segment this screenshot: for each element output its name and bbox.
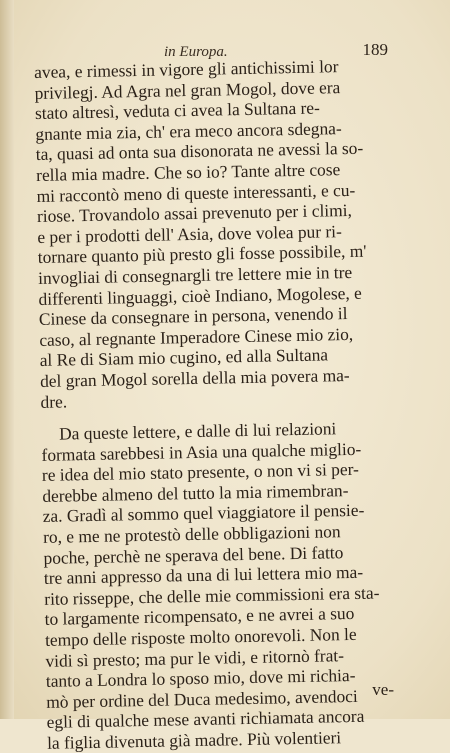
text-line: ta, quasi ad onta sua disonorata ne avessi la so- bbox=[35, 138, 364, 165]
text-line: re idea del mio stato presente, o non vi si per- bbox=[41, 459, 360, 486]
text-line: mi raccontò meno di queste interessanti, e cu- bbox=[36, 179, 356, 206]
text-line: to largamente ricompensato, e ne avrei a suo bbox=[44, 603, 355, 630]
text-line: e per i prodotti dell' Asia, dove volea pur ri- bbox=[37, 220, 342, 247]
body-text bbox=[34, 55, 419, 753]
text-line: egli di qualche mese avanti richiamata ancora bbox=[46, 706, 365, 733]
text-line: avea, e rimessi in vigore gli antichissimi lor bbox=[34, 56, 339, 82]
text-line: vidi sì presto; ma pur le vidi, e ritornò frat- bbox=[45, 644, 345, 671]
text-line: poche, perchè ne sperava del bene. Di fatto bbox=[43, 541, 344, 568]
text-line: caso, al regnante Imperadore Cinese mio zio, bbox=[39, 323, 354, 350]
catchword: ve- bbox=[372, 680, 394, 699]
text-line: riose. Trovandolo assai prevenuto per i climi, bbox=[36, 200, 353, 227]
text-line: tre anni appresso da una di lui lettera mio ma- bbox=[43, 562, 364, 589]
page-number: 189 bbox=[362, 40, 388, 59]
text-line: derebbe almeno del tutto la mia rimembran- bbox=[42, 479, 349, 506]
text-line: rella mia madre. Che so io? Tante altre cose bbox=[35, 159, 341, 185]
text-line: del gran Mogol sorella della mia povera ma- bbox=[39, 364, 350, 391]
text-line: tanto a Londra lo sposo mio, dove mi richia- bbox=[45, 665, 356, 692]
text-line: formata sarebbesi in Asia una qualche miglio- bbox=[41, 438, 362, 465]
text-line: mò per ordine del Duca medesimo, avendoci bbox=[46, 685, 358, 712]
text-line: ro, e me ne protestò delle obbligazioni non bbox=[42, 521, 341, 547]
page-gutter bbox=[0, 0, 14, 719]
text-line: Da queste lettere, e dalle di lui relazioni bbox=[58, 418, 337, 444]
text-line: gnante mia zia, ch' era meco ancora sdegna- bbox=[35, 117, 342, 144]
text-line: tempo delle risposte molto onorevoli. Non le bbox=[44, 623, 357, 650]
text-line: za. Gradì al sommo quel viaggiatore il pensie- bbox=[42, 500, 365, 527]
text-line: tornare quanto più presto gli fosse possibile, m' bbox=[37, 240, 367, 268]
running-head: in Europa. bbox=[164, 44, 228, 60]
text-line: dre. bbox=[40, 390, 68, 412]
text-line: rito risseppe, che delle mie commissioni era sta- bbox=[44, 582, 380, 609]
text-line: privilegj. Ad Agra nel gran Mogol, dove era bbox=[34, 76, 341, 103]
text-line: invogliai di consegnargli tre lettere mie in tre bbox=[37, 261, 353, 288]
text-line: la figlia divenuta già madre. Più volentieri bbox=[46, 727, 342, 753]
text-line: Cinese da consegnare in persona, venendo il bbox=[38, 303, 348, 330]
text-line: al Re di Siam mio cugino, ed alla Sultana bbox=[39, 344, 329, 371]
text-line: differenti linguaggi, cioè Indiano, Mogolese, e bbox=[38, 282, 362, 309]
text-line: stato altresì, veduta ci avea la Sultana re- bbox=[34, 97, 321, 124]
